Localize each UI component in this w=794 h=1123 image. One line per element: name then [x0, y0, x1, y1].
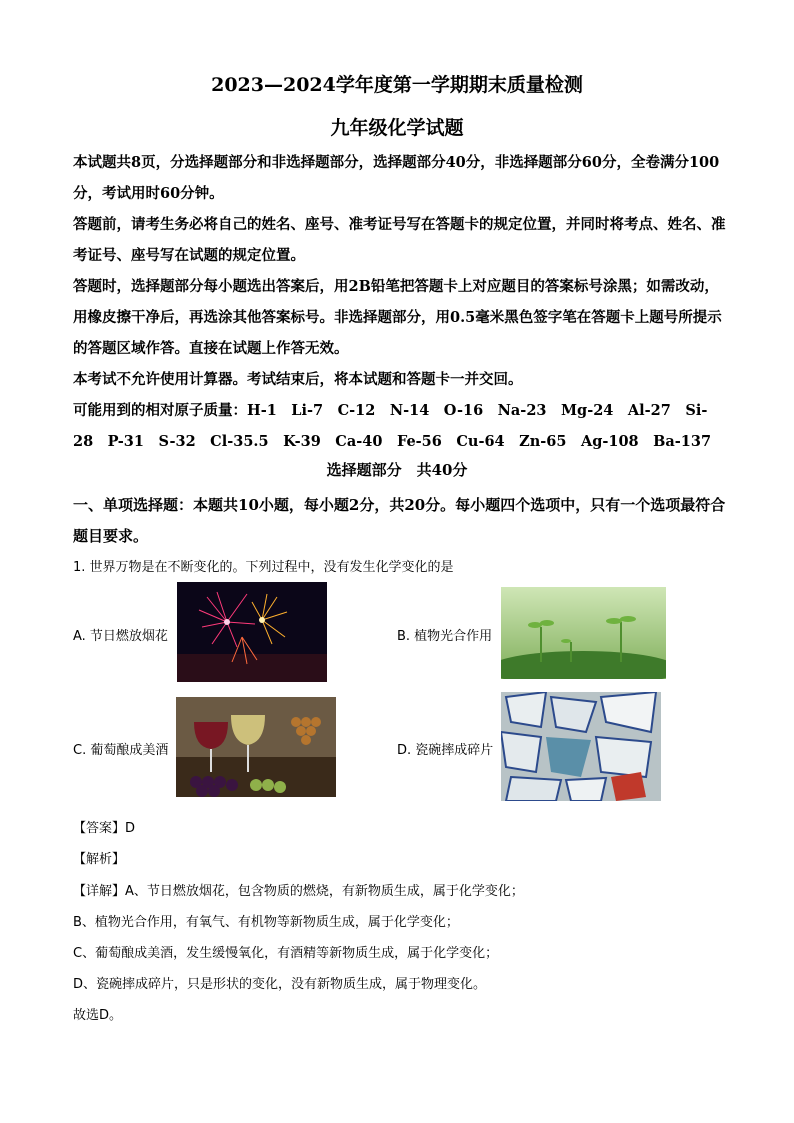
option-b-label: B. 植物光合作用 — [397, 629, 493, 644]
part-heading: 一、单项选择题：本题共10小题，每小题2分，共20分。每小题四个选项中，只有一个选项最符合题目要求。 — [73, 496, 726, 545]
question-stem: 1. 世界万物是在不断变化的。下列过程中，没有发生化学变化的是 — [73, 560, 454, 575]
exam-title: 2023—2024学年度第一学期期末质量检测 — [211, 74, 583, 96]
instruction-paragraph: 本考试不允许使用计算器。考试结束后，将本试题和答题卡一并交回。 — [73, 371, 523, 388]
instruction-paragraph: 本试题共8页，分选择题部分和非选择题部分，选择题部分40分，非选择题部分60分，全卷满分100分，考试用时60分钟。 — [73, 154, 720, 202]
analysis-heading: 【解析】 — [73, 852, 126, 867]
instruction-paragraph: 答题时，选择题部分每小题选出答案后，用2B铅笔把答题卡上对应题目的答案标号涂黑；如需改动，用橡皮擦干净后，再选涂其他答案标号。非选择题部分，用0.5毫米黑色签字笔在答题卡上题号所提示的答题区域作答。直接在试题上作答无效。 — [73, 278, 722, 357]
broken-porcelain-image — [501, 692, 661, 801]
wine-grapes-image — [176, 697, 336, 797]
option-c-label: C. 葡萄酿成美酒 — [73, 743, 169, 758]
seedling-image — [501, 587, 666, 679]
detail-line: B、植物光合作用，有氧气、有机物等新物质生成，属于化学变化； — [73, 915, 459, 930]
detail-line: 【详解】A、节日燃放烟花，包含物质的燃烧，有新物质生成，属于化学变化； — [73, 884, 524, 899]
conclusion-line: 故选D。 — [73, 1008, 123, 1023]
detail-line: C、葡萄酿成美酒，发生缓慢氧化，有酒精等新物质生成，属于化学变化； — [73, 946, 499, 961]
option-d-label: D. 瓷碗摔成碎片 — [397, 743, 494, 758]
fireworks-image — [177, 582, 327, 682]
answer-line: 【答案】D — [73, 821, 136, 836]
exam-instructions — [73, 147, 727, 457]
atomic-mass-list: 可能用到的相对原子质量：H-1 Li-7 C-12 N-14 O-16 Na-23 Mg-24 Al-27 Si-28 P-31 S-32 Cl-35.5 K-39 Ca-40 Fe-56 Cu-64 Zn-65 Ag-108 Ba-137 — [73, 402, 712, 450]
detail-line: D、瓷碗摔成碎片，只是形状的变化，没有新物质生成，属于物理变化。 — [73, 977, 487, 992]
exam-subtitle: 九年级化学试题 — [330, 117, 464, 139]
option-a-label: A. 节日燃放烟花 — [73, 629, 168, 644]
section-heading: 选择题部分 共40分 — [326, 461, 468, 479]
instruction-paragraph: 答题前，请考生务必将自己的姓名、座号、准考证号写在答题卡的规定位置，并同时将考点、姓名、准考证号、座号写在试题的规定位置。 — [73, 216, 726, 264]
